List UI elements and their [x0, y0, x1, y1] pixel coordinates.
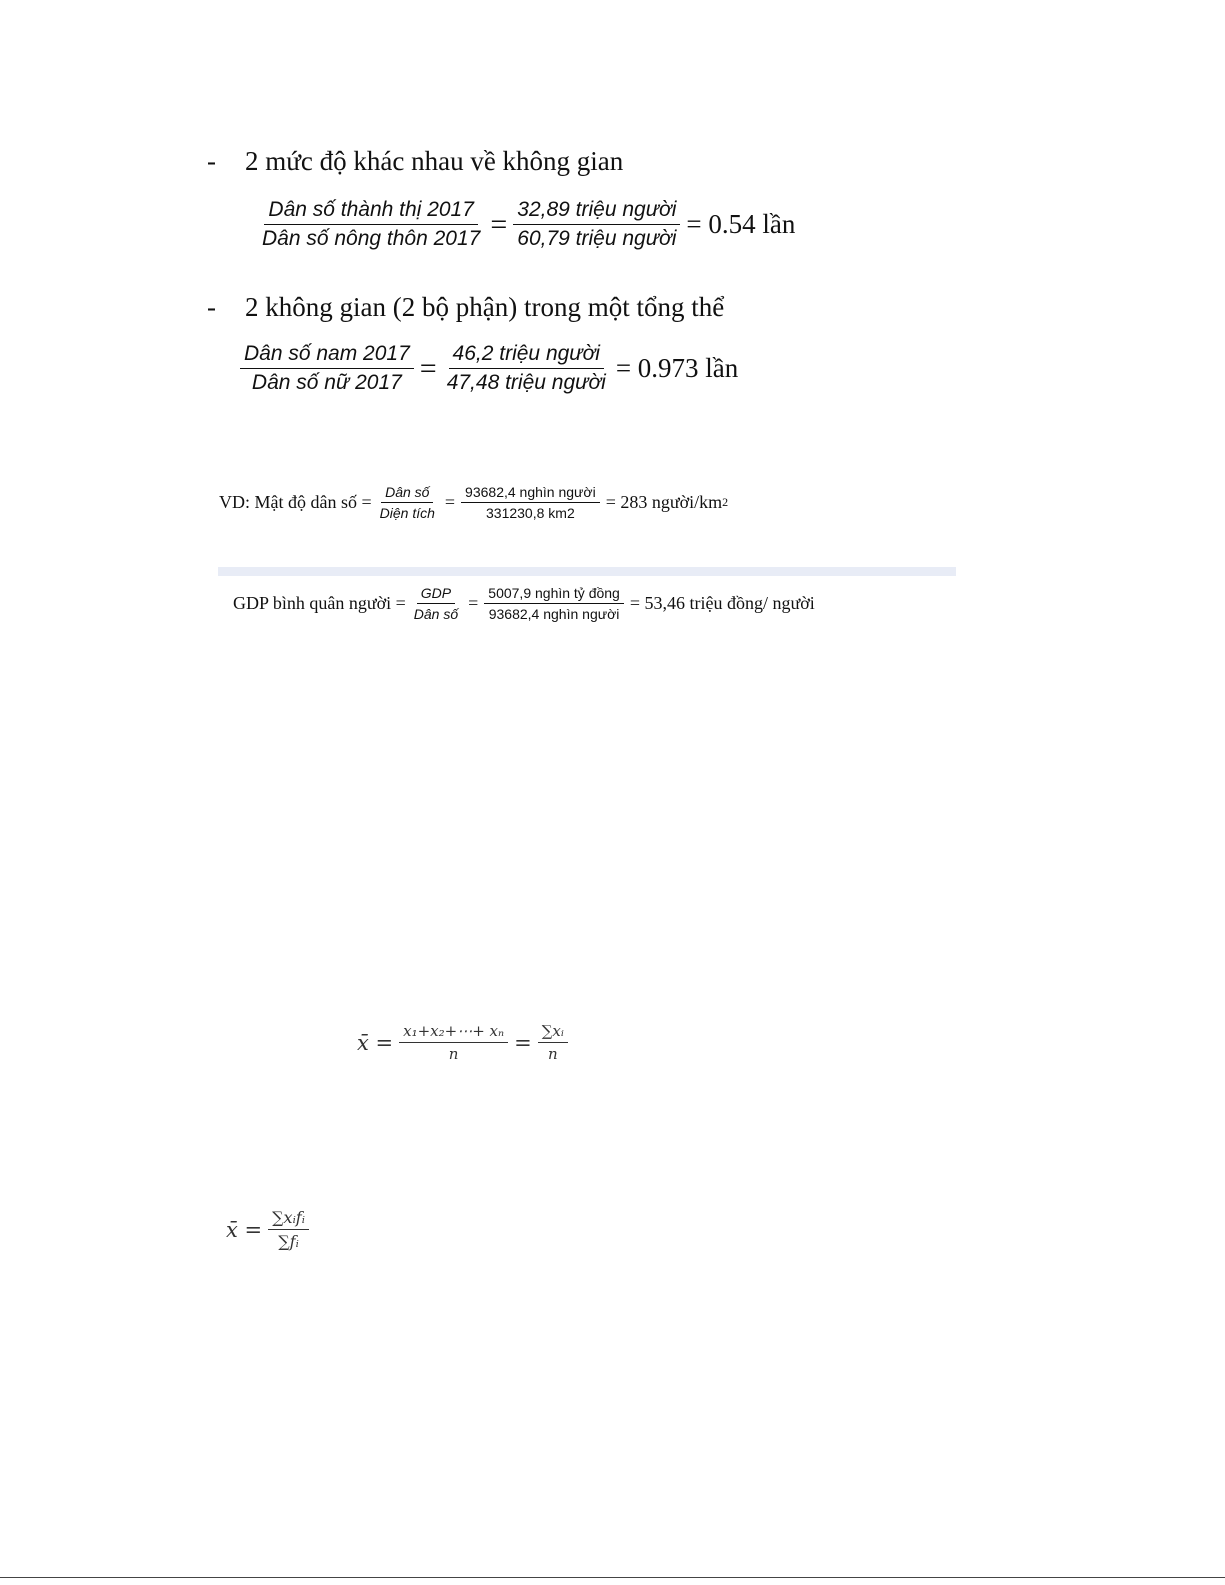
fraction-rhs	[484, 585, 624, 622]
formula-gdp	[233, 585, 815, 622]
fraction-rhs	[513, 198, 680, 251]
denominator: 47,48 triệu người	[446, 371, 606, 394]
result-text: = 0.973 lần	[615, 353, 739, 383]
fraction-weighted	[268, 1208, 309, 1251]
fraction-lhs	[376, 484, 439, 521]
denominator: n	[547, 1045, 558, 1063]
numerator: 93682,4 nghìn người	[461, 484, 600, 503]
result-text: = 0.54 lần	[686, 209, 796, 239]
formula-label: VD: Mật độ dân số =	[219, 492, 372, 512]
equals-sign: =	[490, 207, 508, 241]
denominator: 331230,8 km2	[486, 505, 575, 521]
formula-simple-mean	[357, 1022, 568, 1063]
denominator: Dân số	[413, 606, 459, 622]
numerator: Dân số thành thị 2017	[264, 198, 478, 225]
result-text: = 53,46 triệu đồng/ người	[629, 593, 815, 613]
heading-text: 2 không gian (2 bộ phận) trong một tổng thể	[245, 292, 725, 322]
superscript: 2	[722, 495, 729, 509]
formula-urban-rural	[258, 198, 795, 251]
formula-label: GDP bình quân người =	[233, 593, 406, 613]
denominator: Dân số nông thôn 2017	[262, 227, 481, 250]
denominator: 93682,4 nghìn người	[488, 606, 620, 622]
highlight-band	[218, 567, 956, 576]
equals-sign: =	[419, 351, 437, 385]
fraction-lhs	[410, 585, 462, 622]
result-text: = 283 người/km	[605, 492, 723, 512]
heading-text: 2 mức độ khác nhau về không gian	[245, 146, 624, 176]
fraction-lhs	[258, 198, 484, 251]
numerator: Dân số nam 2017	[240, 342, 414, 369]
denominator: 60,79 triệu người	[517, 227, 677, 250]
numerator: Dân số	[381, 484, 433, 503]
denominator: Dân số nữ 2017	[251, 371, 402, 394]
numerator: ∑xᵢ	[538, 1022, 568, 1043]
denominator: n	[448, 1045, 459, 1063]
fraction-sigma	[538, 1022, 568, 1063]
bullet-dash: -	[207, 292, 216, 322]
numerator: GDP	[417, 585, 455, 604]
formula-male-female	[240, 342, 738, 395]
section-heading-space	[207, 146, 623, 177]
denominator: Diện tích	[379, 505, 435, 521]
fraction-rhs	[443, 342, 610, 395]
equals-sign: =	[444, 492, 456, 512]
mean-lhs: x̄ =	[357, 1030, 394, 1055]
equals-sign: =	[468, 593, 479, 613]
fraction-lhs	[240, 342, 414, 395]
numerator: 32,89 triệu người	[513, 198, 680, 225]
section-heading-parts	[207, 292, 724, 323]
mean-lhs: x̄ =	[226, 1217, 263, 1242]
formula-density	[219, 484, 728, 521]
formula-weighted-mean	[226, 1208, 309, 1251]
fraction-rhs	[461, 484, 600, 521]
numerator: x₁+x₂+⋯+ xₙ	[399, 1022, 508, 1043]
numerator: 46,2 triệu người	[449, 342, 604, 369]
numerator: 5007,9 nghìn tỷ đồng	[484, 585, 624, 604]
denominator: ∑fᵢ	[278, 1232, 299, 1251]
equals-sign: =	[514, 1030, 532, 1055]
numerator: ∑xᵢfᵢ	[268, 1208, 309, 1230]
footer-rule	[0, 1577, 1225, 1578]
bullet-dash: -	[207, 146, 216, 176]
fraction-sum	[399, 1022, 508, 1063]
